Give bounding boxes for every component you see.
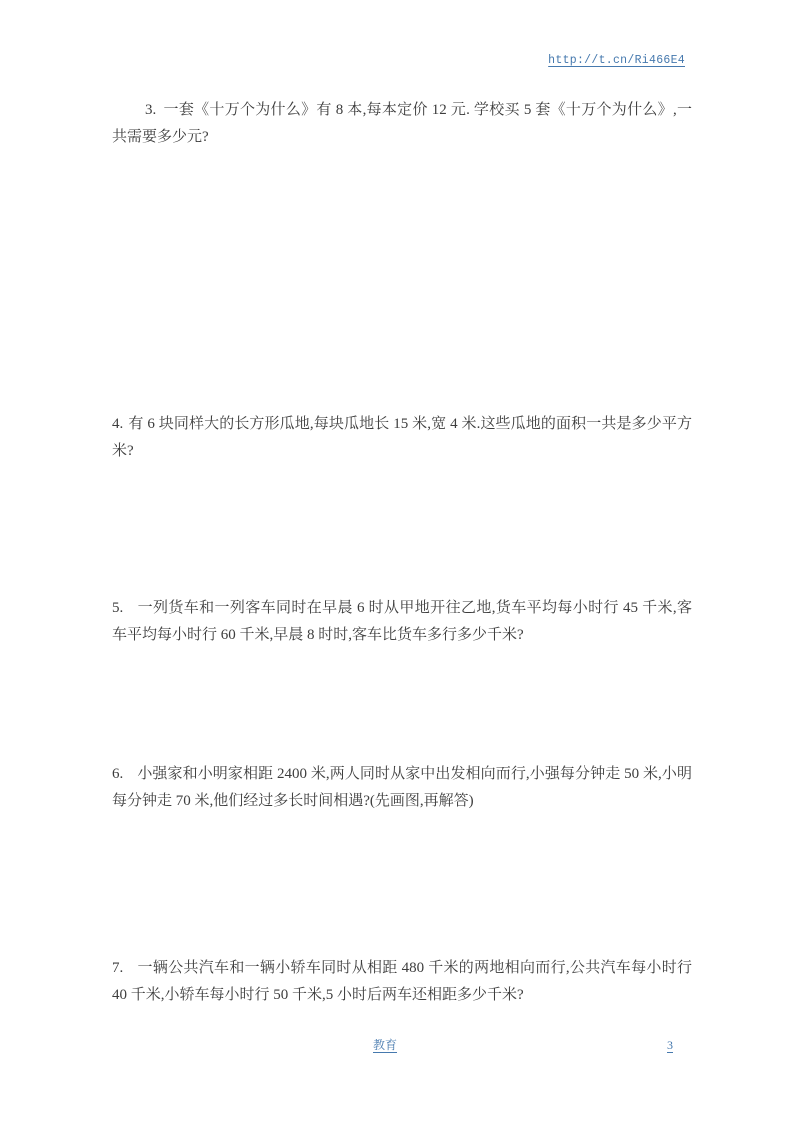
footer-education-link[interactable]: 教育: [373, 1038, 398, 1052]
question-3-text: 一套《十万个为什么》有 8 本,每本定价 12 元. 学校买 5 套《十万个为什么》,一共需要多少元?: [112, 102, 692, 145]
question-6-text: 小强家和小明家相距 2400 米,两人同时从家中出发相向而行,小强每分钟走 50 米,小明每分钟走 70 米,他们经过多长时间相遇?(先画图,再解答): [112, 766, 692, 809]
question-7-text: 一辆公共汽车和一辆小轿车同时从相距 480 千米的两地相向而行,公共汽车每小时行 40 千米,小轿车每小时行 50 千米,5 小时后两车还相距多少千米?: [112, 960, 692, 1003]
question-3-number: 3.: [145, 102, 157, 118]
question-6: [112, 761, 692, 815]
question-6-number: 6.: [112, 766, 124, 782]
share-url-link[interactable]: http://t.cn/Ri466E4: [548, 54, 685, 67]
question-4-text: 有 6 块同样大的长方形瓜地,每块瓜地长 15 米,宽 4 米.这些瓜地的面积一共是多少平方米?: [112, 416, 692, 459]
question-7-number: 7.: [112, 960, 124, 976]
question-3: [112, 97, 692, 151]
question-4-number: 4.: [112, 416, 124, 432]
question-7: [112, 955, 692, 1009]
question-5-number: 5.: [112, 600, 124, 616]
page-number-link[interactable]: 3: [667, 1038, 673, 1052]
question-4: [112, 411, 692, 465]
question-5-text: 一列货车和一列客车同时在早晨 6 时从甲地开往乙地,货车平均每小时行 45 千米,客车平均每小时行 60 千米,早晨 8 时时,客车比货车多行多少千米?: [112, 600, 692, 643]
question-5: [112, 595, 692, 649]
